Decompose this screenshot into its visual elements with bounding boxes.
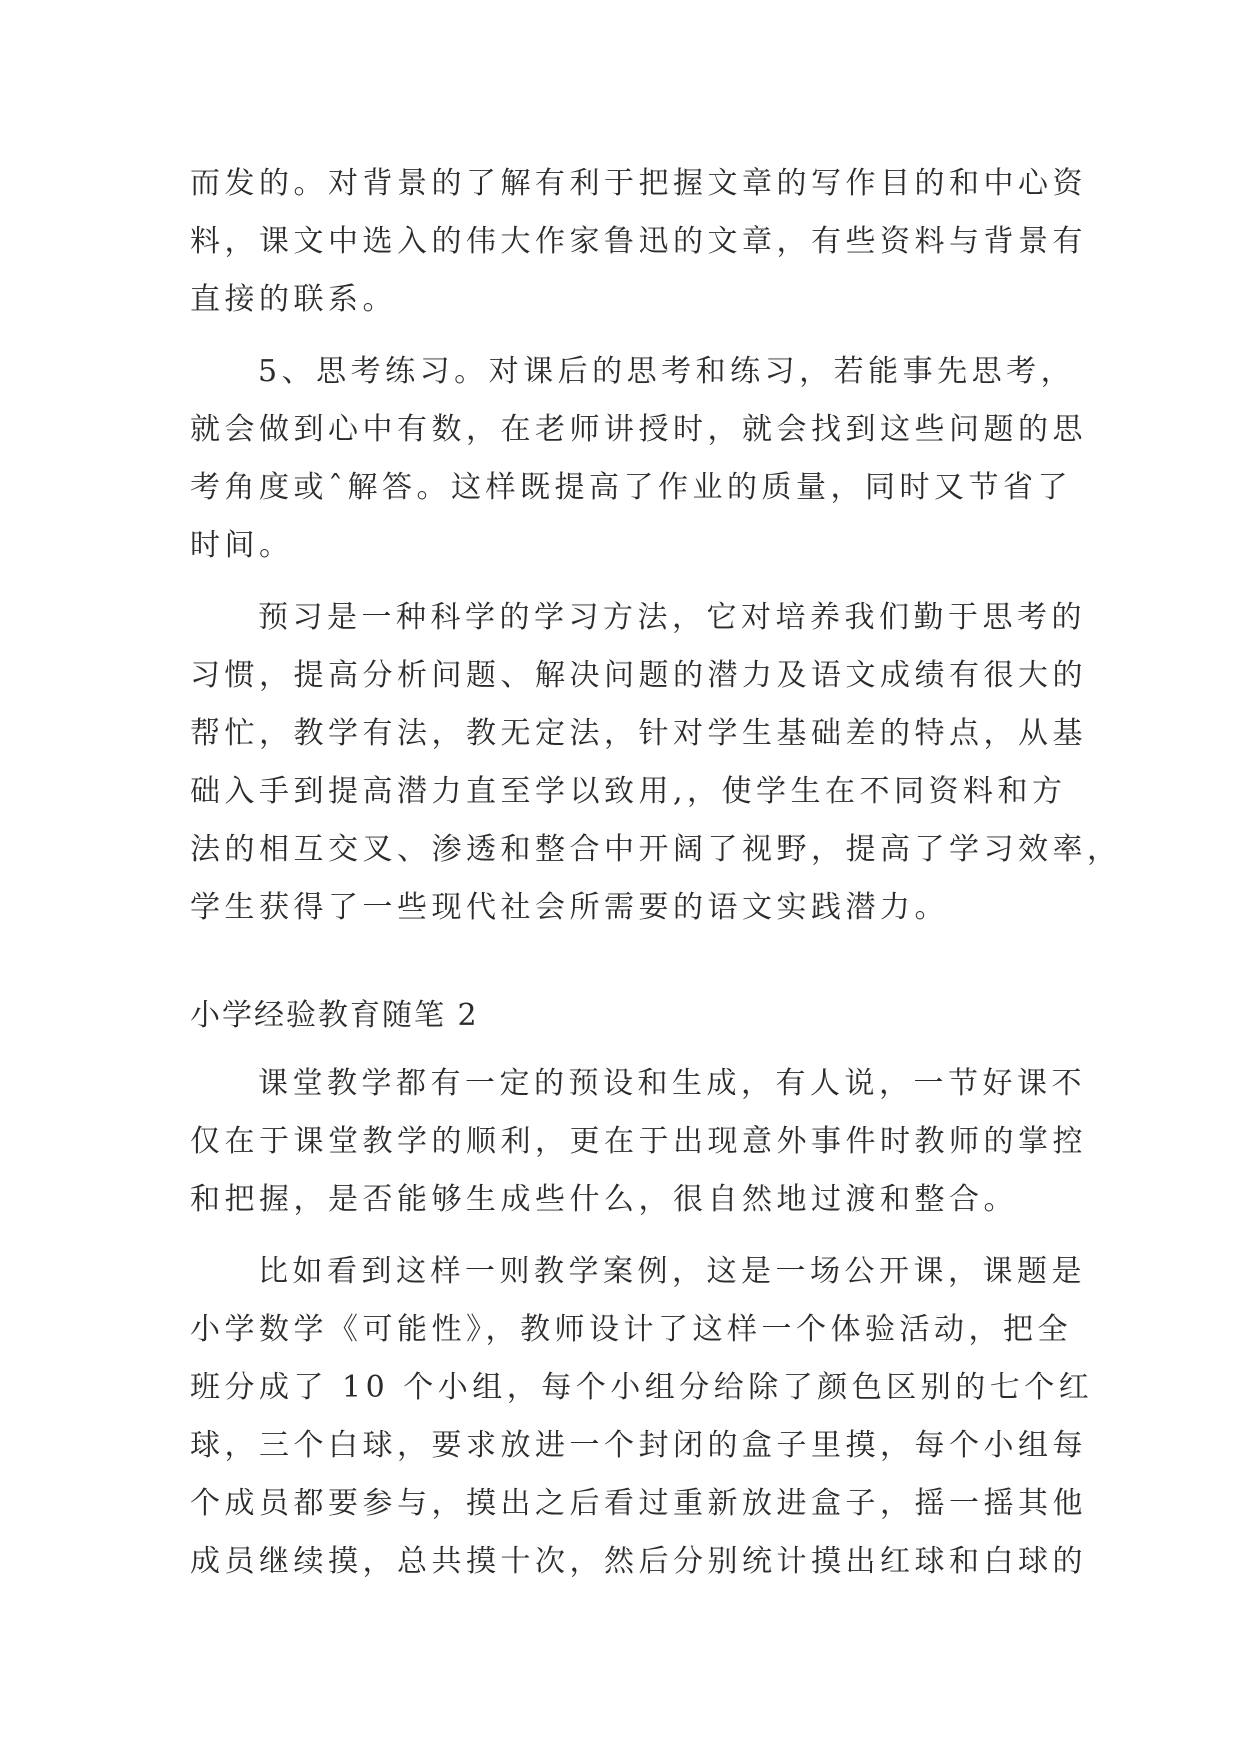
text-line: 成员继续摸，总共摸十次，然后分别统计摸出红球和白球的 bbox=[190, 1544, 1087, 1579]
text-line: 课堂教学都有一定的预设和生成，有人说，一节好课不 bbox=[258, 1066, 1086, 1101]
text-line: 础入手到提高潜力直至学以致用,，使学生在不同资料和方 bbox=[190, 774, 1067, 809]
paragraph-teaching-case bbox=[190, 1243, 1094, 1591]
text-line: 和把握，是否能够生成些什么，很自然地过渡和整合。 bbox=[190, 1182, 1018, 1217]
section-title: 小学经验教育随笔 2 bbox=[190, 998, 479, 1033]
text-line: 就会做到心中有数，在老师讲授时，就会找到这些问题的思 bbox=[190, 412, 1087, 447]
paragraph-classroom-teaching bbox=[190, 1055, 1087, 1229]
text-line: 帮忙，教学有法，教无定法，针对学生基础差的特点，从基 bbox=[190, 716, 1087, 751]
document-body bbox=[190, 155, 1122, 1605]
text-line: 时间。 bbox=[190, 528, 294, 563]
text-line: 学生获得了一些现代社会所需要的语文实践潜力。 bbox=[190, 890, 949, 925]
paragraph-thinking-exercises bbox=[190, 343, 1087, 575]
text-line: 料，课文中选入的伟大作家鲁迅的文章，有些资料与背景有 bbox=[190, 224, 1087, 259]
text-line: 法的相互交叉、渗透和整合中开阔了视野，提高了学习效率， bbox=[190, 832, 1122, 867]
text-line: 预习是一种科学的学习方法，它对培养我们勤于思考的 bbox=[258, 600, 1086, 635]
text-line: 5、思考练习。对课后的思考和练习，若能事先思考， bbox=[258, 354, 1076, 389]
text-line: 比如看到这样一则教学案例，这是一场公开课，课题是 bbox=[258, 1254, 1086, 1289]
text-line: 个成员都要参与，摸出之后看过重新放进盒子，摇一摇其他 bbox=[190, 1486, 1087, 1521]
text-line: 直接的联系。 bbox=[190, 282, 397, 317]
paragraph-background bbox=[190, 155, 1087, 329]
text-line: 球，三个白球，要求放进一个封闭的盒子里摸，每个小组每 bbox=[190, 1428, 1087, 1463]
text-line: 班分成了 10 个小组，每个小组分给除了颜色区别的七个红 bbox=[190, 1370, 1094, 1405]
text-line: 仅在于课堂教学的顺利，更在于出现意外事件时教师的掌控 bbox=[190, 1124, 1087, 1159]
text-line: 小学数学《可能性》，教师设计了这样一个体验活动，把全 bbox=[190, 1312, 1072, 1347]
text-line: 习惯，提高分析问题、解决问题的潜力及语文成绩有很大的 bbox=[190, 658, 1087, 693]
text-line: 而发的。对背景的了解有利于把握文章的写作目的和中心资 bbox=[190, 166, 1087, 201]
paragraph-preview-method bbox=[190, 589, 1122, 937]
text-line: 考角度或ˆ解答。这样既提高了作业的质量，同时又节省了 bbox=[190, 470, 1072, 505]
